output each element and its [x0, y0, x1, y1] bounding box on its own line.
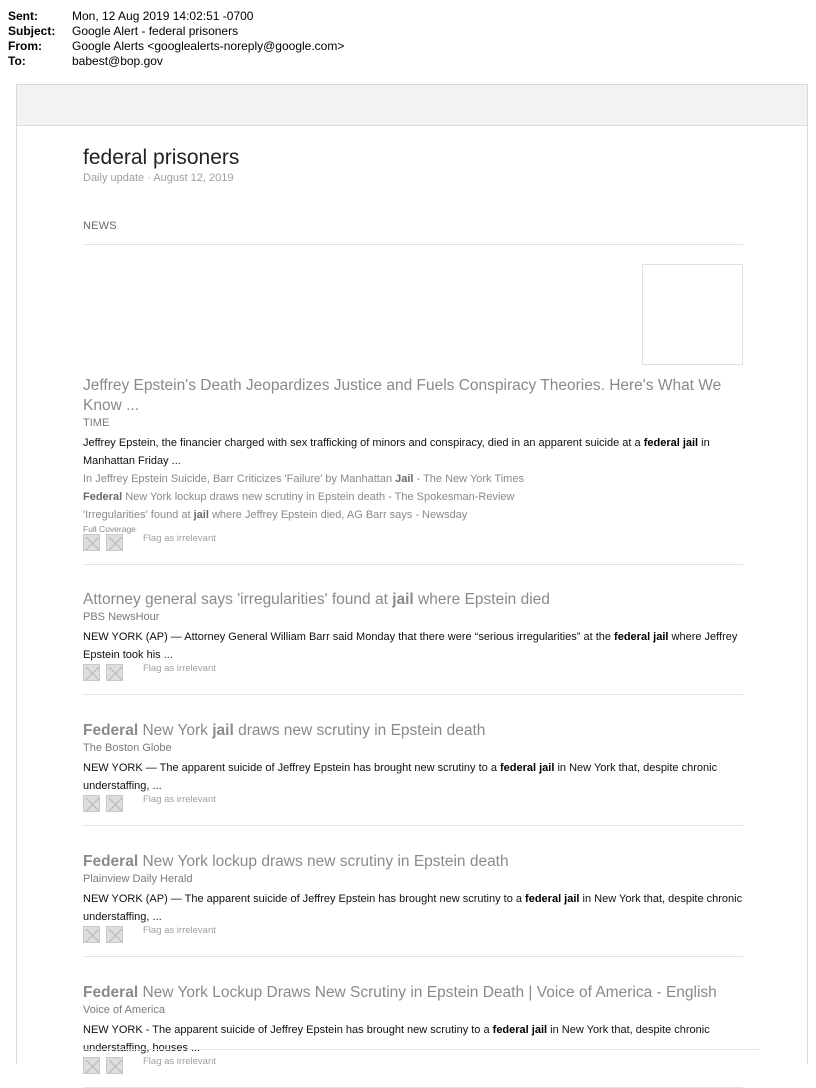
- article-list: [83, 376, 743, 1088]
- news-article: [83, 852, 743, 957]
- keyword-highlight: jail: [212, 722, 234, 739]
- keyword-highlight: jail: [193, 509, 209, 521]
- text-segment: New York: [138, 722, 213, 739]
- article-source: Voice of America: [83, 1004, 165, 1016]
- from-value: Google Alerts <googlealerts-noreply@google.com>: [72, 39, 345, 53]
- text-segment: in New York that, despite chronic understaffing, ...: [83, 762, 718, 792]
- share-icon-1[interactable]: [83, 534, 100, 551]
- flag-irrelevant-link[interactable]: Flag as irrelevant: [143, 533, 216, 544]
- text-segment: where Jeffrey Epstein took his ...: [83, 631, 738, 661]
- keyword-highlight: federal jail: [492, 1024, 548, 1036]
- keyword-highlight: Federal: [83, 984, 139, 1001]
- section-news: NEWS: [83, 220, 743, 245]
- from-label: From:: [8, 39, 42, 53]
- to-label: To:: [8, 54, 26, 68]
- keyword-highlight: federal jail: [643, 437, 699, 449]
- article-snippet: [83, 1021, 743, 1057]
- article-source: TIME: [83, 417, 110, 429]
- text-segment: where Epstein died: [413, 591, 550, 608]
- flag-irrelevant-link[interactable]: Flag as irrelevant: [143, 663, 216, 674]
- share-icon-1[interactable]: [83, 664, 100, 681]
- flag-irrelevant-link[interactable]: Flag as irrelevant: [143, 1056, 216, 1067]
- article-title-link[interactable]: Jeffrey Epstein's Death Jeopardizes Justice and Fuels Conspiracy Theories. Here's What We Know ...: [83, 377, 722, 414]
- text-segment: NEW YORK (AP) — The apparent suicide of Jeffrey Epstein has brought new scrutiny to a: [83, 893, 526, 905]
- news-article: [83, 590, 743, 695]
- text-segment: New York lockup draws new scrutiny in Epstein death - The Spokesman-Review: [122, 491, 515, 503]
- article-source: Plainview Daily Herald: [83, 873, 193, 885]
- text-segment: draws new scrutiny in Epstein death: [233, 722, 486, 739]
- text-segment: in New York that, despite chronic understaffing, houses ...: [83, 1024, 710, 1054]
- share-icon-2[interactable]: [106, 795, 123, 812]
- keyword-highlight: Federal: [83, 491, 123, 503]
- article-actions: [83, 795, 743, 813]
- text-segment: in New York that, despite chronic understaffing, ...: [83, 893, 743, 923]
- keyword-highlight: Federal: [83, 853, 139, 870]
- keyword-highlight: jail: [392, 591, 414, 608]
- subject-label: Subject:: [8, 24, 56, 38]
- subject-value: Google Alert - federal prisoners: [72, 24, 239, 38]
- article-thumbnail[interactable]: [642, 264, 743, 365]
- text-segment: 'Irregularities' found at: [83, 509, 194, 521]
- article-title-link[interactable]: [83, 983, 743, 1003]
- article-source: The Boston Globe: [83, 742, 172, 754]
- keyword-highlight: federal jail: [614, 631, 669, 643]
- text-segment: NEW YORK (AP) — Attorney General William Barr said Monday that there were “serious irregularities” at the: [83, 631, 615, 643]
- article-actions: [83, 534, 743, 552]
- text-segment: New York lockup draws new scrutiny in Epstein death: [138, 853, 509, 870]
- keyword-highlight: Federal: [83, 722, 139, 739]
- text-segment: Attorney general says 'irregularities' found at: [83, 591, 393, 608]
- article-actions: [83, 926, 743, 944]
- related-article-link[interactable]: [83, 470, 743, 488]
- keyword-highlight: federal jail: [500, 762, 555, 774]
- email-body-frame: [16, 84, 808, 1067]
- related-article-link[interactable]: [83, 506, 743, 524]
- alert-content: [83, 145, 743, 1088]
- text-segment: New York Lockup Draws New Scrutiny in Epstein Death | Voice of America - English: [138, 984, 717, 1001]
- article-snippet: [83, 890, 743, 926]
- share-icon-2[interactable]: [106, 926, 123, 943]
- article-snippet: [83, 434, 743, 470]
- share-icon-2[interactable]: [106, 534, 123, 551]
- news-article: [83, 376, 743, 565]
- related-article-link[interactable]: [83, 488, 743, 506]
- share-icon-1[interactable]: [83, 1057, 100, 1074]
- article-actions: [83, 1057, 743, 1075]
- text-segment: NEW YORK — The apparent suicide of Jeffrey Epstein has brought new scrutiny to a: [83, 762, 500, 774]
- article-snippet: [83, 759, 743, 795]
- news-article: [83, 983, 743, 1088]
- keyword-highlight: federal jail: [525, 893, 580, 905]
- article-actions: [83, 664, 743, 682]
- text-segment: - The New York Times: [413, 473, 524, 485]
- alert-subtitle: Daily update · August 12, 2019: [83, 172, 234, 184]
- to-value: babest@bop.gov: [72, 54, 163, 68]
- sent-value: Mon, 12 Aug 2019 14:02:51 -0700: [72, 9, 254, 23]
- article-title-link[interactable]: [83, 852, 743, 872]
- flag-irrelevant-link[interactable]: Flag as irrelevant: [143, 794, 216, 805]
- article-title-link[interactable]: [83, 721, 743, 741]
- top-band: [17, 85, 807, 126]
- article-snippet: [83, 628, 743, 664]
- sent-label: Sent:: [8, 9, 38, 23]
- article-title-link[interactable]: [83, 590, 743, 610]
- share-icon-1[interactable]: [83, 795, 100, 812]
- news-article: [83, 721, 743, 826]
- keyword-highlight: Jail: [395, 473, 414, 485]
- share-icon-1[interactable]: [83, 926, 100, 943]
- alert-title: federal prisoners: [83, 146, 240, 169]
- text-segment: where Jeffrey Epstein died, AG Barr says - Newsday: [208, 509, 468, 521]
- text-segment: in Manhattan Friday ...: [83, 437, 710, 467]
- share-icon-2[interactable]: [106, 664, 123, 681]
- bottom-divider: [83, 1049, 759, 1050]
- share-icon-2[interactable]: [106, 1057, 123, 1074]
- text-segment: Jeffrey Epstein, the financier charged with sex trafficking of minors and conspiracy, died in an apparent suicide at a: [83, 437, 644, 449]
- email-header: [8, 9, 344, 69]
- flag-irrelevant-link[interactable]: Flag as irrelevant: [143, 925, 216, 936]
- full-coverage-link[interactable]: Full Coverage: [83, 524, 136, 534]
- text-segment: In Jeffrey Epstein Suicide, Barr Criticizes 'Failure' by Manhattan: [83, 473, 396, 485]
- article-source: PBS NewsHour: [83, 611, 160, 623]
- text-segment: NEW YORK - The apparent suicide of Jeffrey Epstein has brought new scrutiny to a: [83, 1024, 493, 1036]
